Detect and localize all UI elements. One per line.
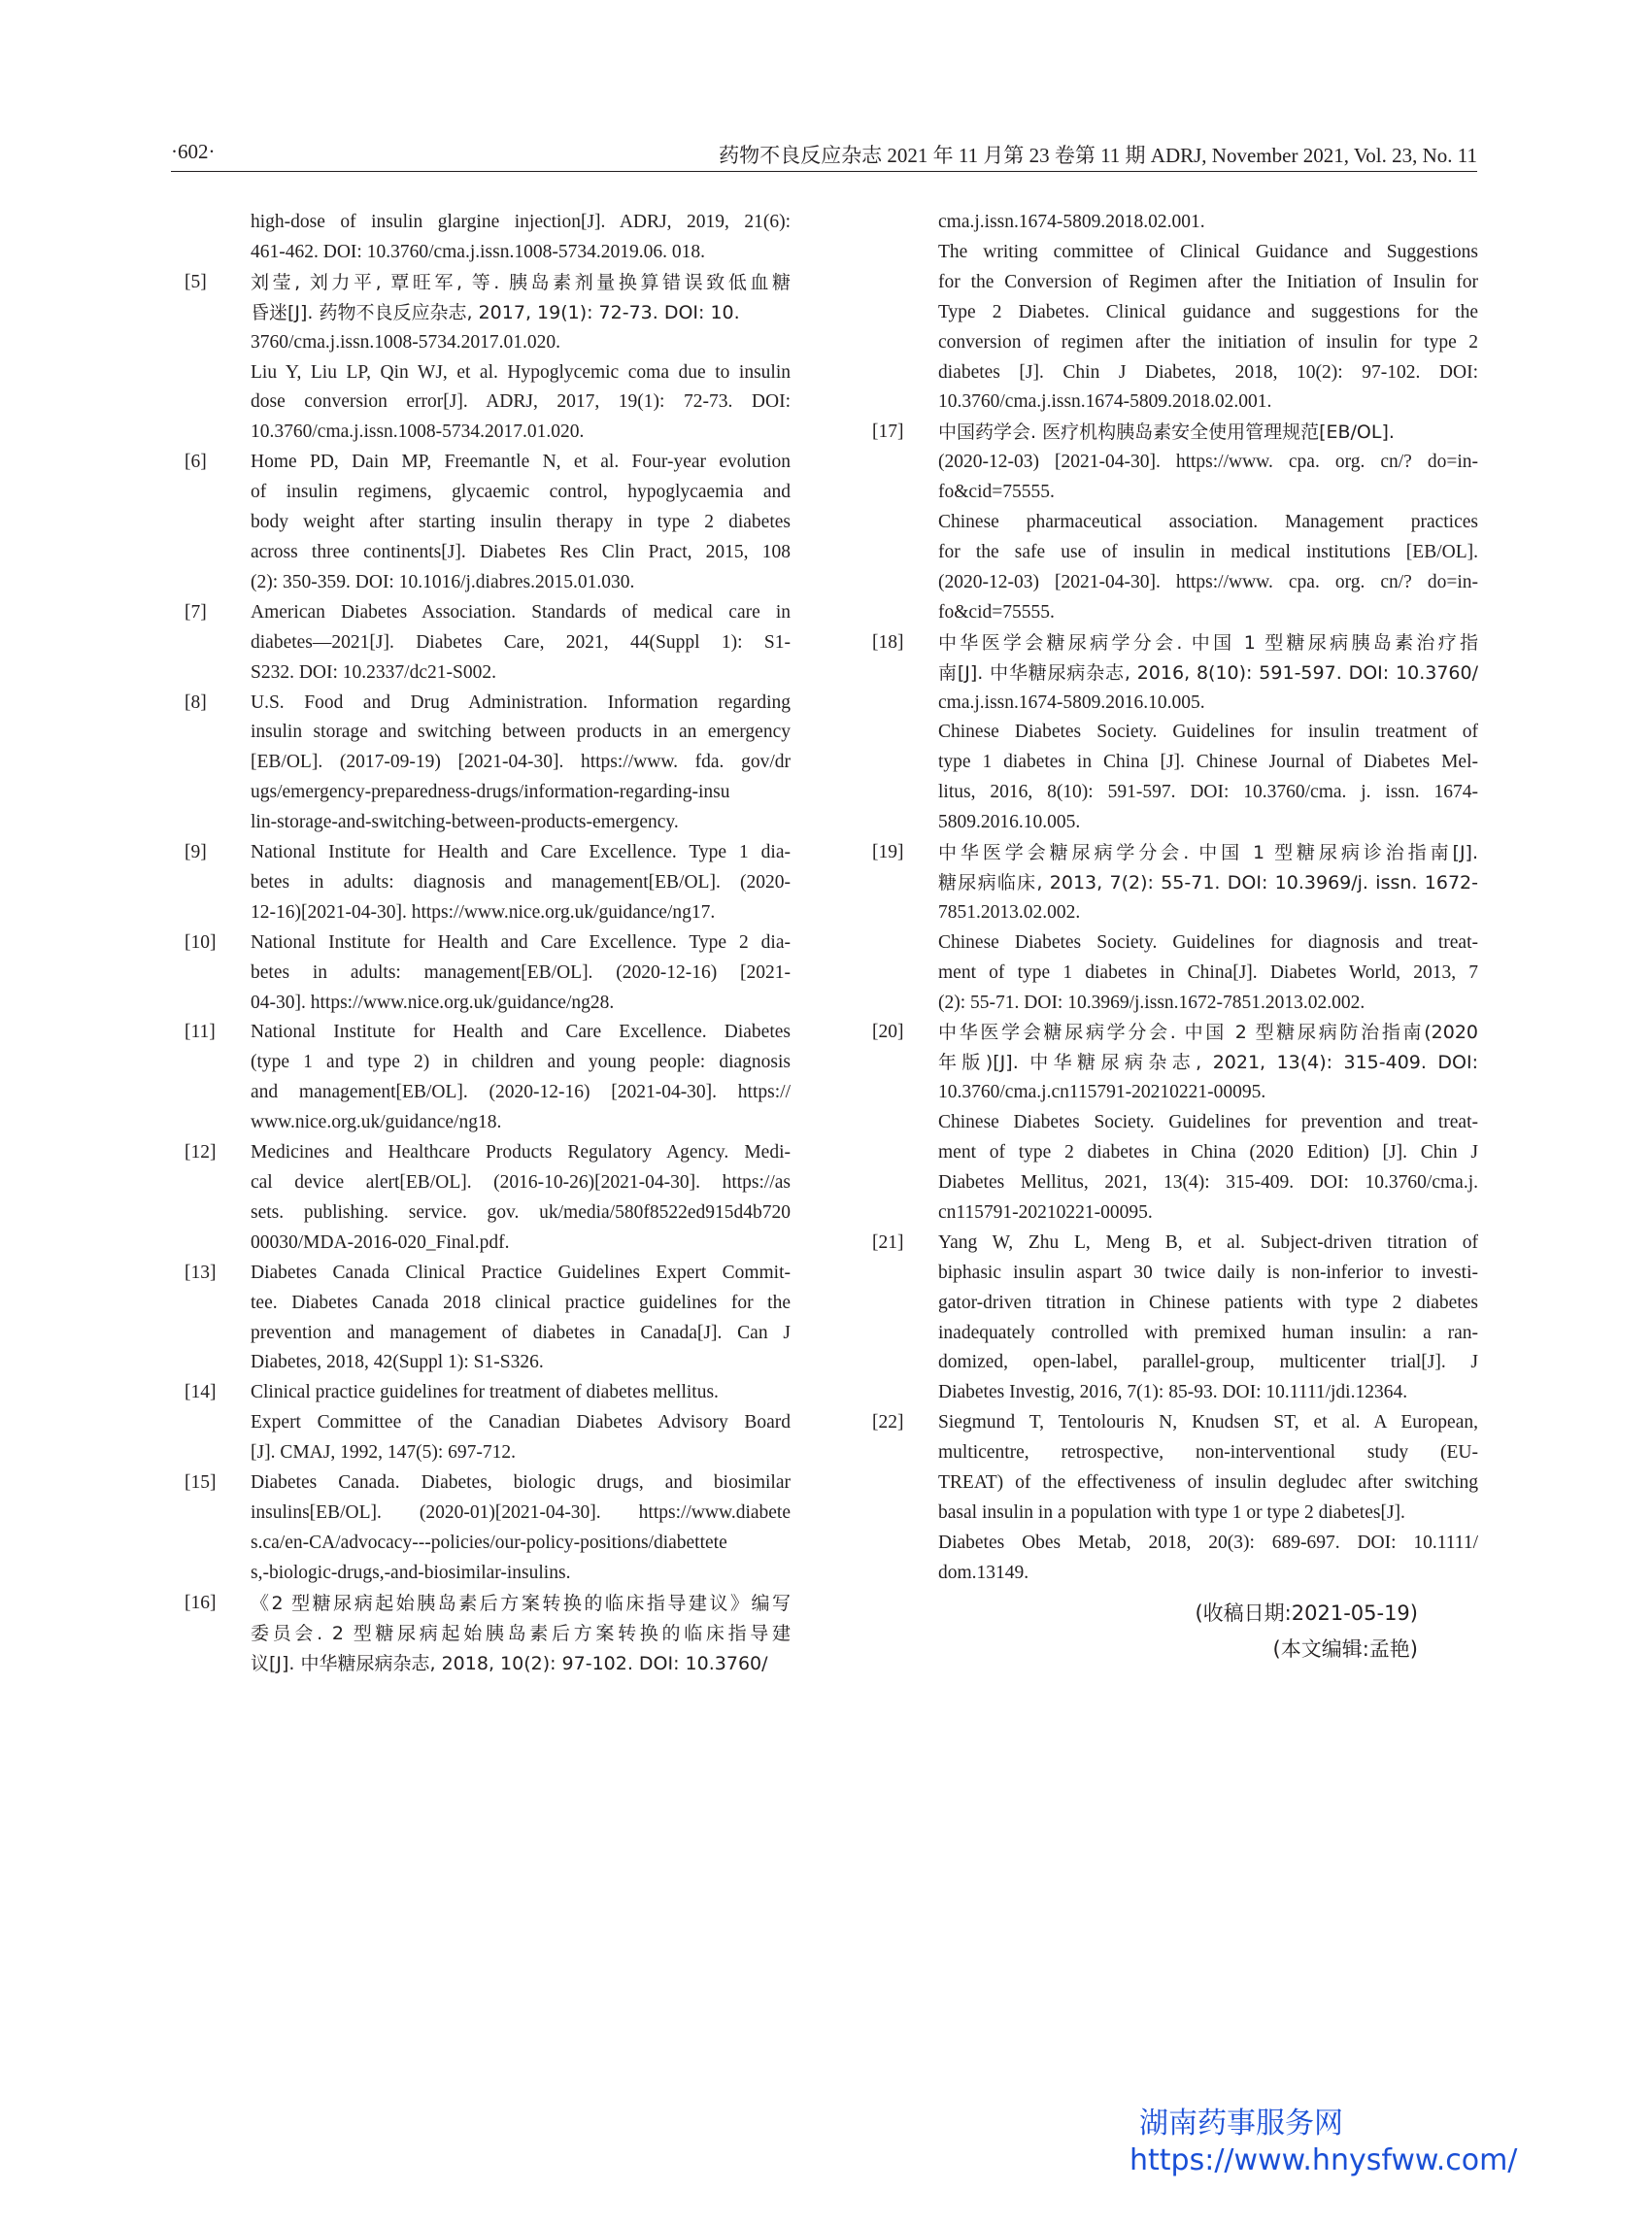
reference-line: lin-storage-and-switching-between-products-emergency.: [251, 812, 679, 833]
reference-line: Siegmund T, Tentolouris N, Knudsen ST, et al. A European,: [938, 1412, 1478, 1433]
reference-line: (2): 55-71. DOI: 10.3969/j.issn.1672-7851.2013.02.002.: [938, 992, 1365, 1013]
reference-line: Diabetes Canada Clinical Practice Guidelines Expert Commit-: [251, 1262, 791, 1283]
reference-entry: [185, 1138, 801, 1259]
reference-number: [11]: [185, 1022, 216, 1043]
reference-line: 昏迷[J]. 药物不良反应杂志, 2017, 19(1): 72-73. DOI: 10.: [251, 301, 740, 323]
reference-number: [9]: [185, 842, 207, 863]
reference-entry: [872, 1018, 1489, 1228]
reference-text: [251, 268, 791, 448]
reference-entry: [872, 1408, 1489, 1588]
reference-line: diabetes—2021[J]. Diabetes Care, 2021, 44(Suppl 1): S1-: [251, 631, 791, 653]
reference-line: cn115791-20210221-00095.: [938, 1201, 1153, 1223]
reference-line: basal insulin in a population with type 1 or type 2 diabetes[J].: [938, 1501, 1405, 1523]
reference-line: Liu Y, Liu LP, Qin WJ, et al. Hypoglycemic coma due to insulin: [251, 361, 791, 383]
reference-line: cal device alert[EB/OL]. (2016-10-26)[2021-04-30]. https://as: [251, 1172, 791, 1193]
reference-line: 00030/MDA-2016-020_Final.pdf.: [251, 1231, 510, 1253]
reference-line: The writing committee of Clinical Guidance and Suggestions: [938, 241, 1478, 262]
reference-line: 7851.2013.02.002.: [938, 901, 1081, 923]
reference-number: [20]: [872, 1022, 904, 1043]
reference-line: betes in adults: management[EB/OL]. (2020-12-16) [2021-: [251, 961, 791, 983]
reference-number: [22]: [872, 1412, 904, 1433]
reference-number: [12]: [185, 1142, 217, 1163]
reference-line: Chinese Diabetes Society. Guidelines for insulin treatment of: [938, 722, 1478, 743]
reference-line: 中华医学会糖尿病学分会. 中国 1 型糖尿病诊治指南[J].: [938, 842, 1478, 864]
reference-line: American Diabetes Association. Standards of medical care in: [251, 601, 791, 623]
reference-text: [251, 1259, 791, 1379]
reference-number: [17]: [872, 421, 904, 443]
reference-number: [19]: [872, 842, 904, 863]
left-column: [185, 208, 801, 1678]
reference-text: [251, 689, 791, 839]
reference-line: (2020-12-03) [2021-04-30]. https://www. cpa. org. cn/? do=in-: [938, 571, 1478, 592]
reference-number: [10]: [185, 931, 217, 953]
reference-line: 10.3760/cma.j.issn.1674-5809.2018.02.001.: [938, 391, 1272, 413]
reference-text: [251, 1468, 791, 1589]
reference-entry: [185, 598, 801, 689]
reference-text: [938, 838, 1478, 1018]
reference-line: across three continents[J]. Diabetes Res Clin Pract, 2015, 108: [251, 541, 791, 562]
reference-line: and management[EB/OL]. (2020-12-16) [2021-04-30]. https://: [251, 1082, 791, 1103]
reference-entry: [872, 208, 1489, 418]
right-column: [872, 208, 1489, 1589]
reference-line: cma.j.issn.1674-5809.2018.02.001.: [938, 212, 1205, 232]
reference-entry: [185, 1018, 801, 1138]
reference-line: Expert Committee of the Canadian Diabetes Advisory Board: [251, 1412, 791, 1433]
reference-text: [938, 1018, 1478, 1228]
reference-line: 中华医学会糖尿病学分会. 中国 1 型糖尿病胰岛素治疗指: [938, 631, 1478, 654]
reference-line: insulins[EB/OL]. (2020-01)[2021-04-30]. https://www.diabete: [251, 1501, 791, 1523]
watermark-url[interactable]: https://www.hnysfww.com/: [1129, 2143, 1518, 2177]
reference-number: [15]: [185, 1472, 217, 1494]
reference-text: [251, 928, 791, 1019]
reference-line: 年版)[J]. 中华糖尿病杂志, 2021, 13(4): 315-409. DOI:: [938, 1052, 1478, 1074]
running-header: [171, 136, 1477, 172]
reference-line: Diabetes Mellitus, 2021, 13(4): 315-409. DOI: 10.3760/cma.j.: [938, 1172, 1478, 1193]
reference-text: [251, 208, 791, 268]
reference-line: sets. publishing. service. gov. uk/media/580f8522ed915d4b720: [251, 1201, 791, 1223]
reference-text: [251, 1018, 791, 1138]
reference-line: Chinese Diabetes Society. Guidelines for prevention and treat-: [938, 1112, 1478, 1133]
reference-line: fo&cid=75555.: [938, 482, 1055, 503]
reference-number: [13]: [185, 1262, 217, 1283]
reference-line: 04-30]. https://www.nice.org.uk/guidance/ng28.: [251, 992, 615, 1013]
reference-entry: [185, 208, 801, 268]
reference-number: [21]: [872, 1231, 904, 1253]
reference-number: [14]: [185, 1382, 217, 1403]
reference-line: dose conversion error[J]. ADRJ, 2017, 19(1): 72-73. DOI:: [251, 391, 791, 413]
reference-line: 委员会. 2 型糖尿病起始胰岛素后方案转换的临床指导建: [251, 1622, 791, 1644]
reference-number: [8]: [185, 691, 207, 713]
reference-line: domized, open-label, parallel-group, multicenter trial[J]. J: [938, 1352, 1478, 1373]
reference-line: S232. DOI: 10.2337/dc21-S002.: [251, 661, 496, 683]
reference-line: (type 1 and type 2) in children and young people: diagnosis: [251, 1052, 791, 1073]
reference-line: insulin storage and switching between products in an emergency: [251, 722, 791, 743]
reference-entry: [872, 838, 1489, 1018]
reference-line: Type 2 Diabetes. Clinical guidance and suggestions for the: [938, 301, 1478, 322]
reference-entry: [872, 628, 1489, 838]
reference-line: 10.3760/cma.j.issn.1008-5734.2017.01.020.: [251, 421, 585, 443]
reference-line: National Institute for Health and Care Excellence. Type 2 dia-: [251, 931, 791, 953]
reference-line: fo&cid=75555.: [938, 601, 1055, 623]
reference-line: Yang W, Zhu L, Meng B, et al. Subject-driven titration of: [938, 1231, 1478, 1253]
reference-line: Chinese pharmaceutical association. Management practices: [938, 512, 1478, 533]
reference-line: Medicines and Healthcare Products Regulatory Agency. Medi-: [251, 1142, 791, 1163]
reference-line: [EB/OL]. (2017-09-19) [2021-04-30]. https://www. fda. gov/dr: [251, 752, 791, 773]
reference-entry: [185, 1259, 801, 1379]
article-footer: [1185, 1596, 1418, 1668]
reference-line: Diabetes Investig, 2016, 7(1): 85-93. DOI: 10.1111/jdi.12364.: [938, 1382, 1408, 1403]
reference-entry: [185, 268, 801, 448]
reference-line: ment of type 1 diabetes in China[J]. Diabetes World, 2013, 7: [938, 961, 1478, 983]
reference-line: 中华医学会糖尿病学分会. 中国 2 型糖尿病防治指南(2020: [938, 1022, 1478, 1044]
reference-entry: [185, 1468, 801, 1589]
reference-line: diabetes [J]. Chin J Diabetes, 2018, 10(2): 97-102. DOI:: [938, 361, 1478, 383]
reference-number: [5]: [185, 271, 207, 292]
reference-line: 3760/cma.j.issn.1008-5734.2017.01.020.: [251, 331, 561, 353]
reference-entry: [185, 689, 801, 839]
reference-line: www.nice.org.uk/guidance/ng18.: [251, 1112, 502, 1133]
reference-line: for the Conversion of Regimen after the Initiation of Insulin for: [938, 271, 1478, 292]
reference-line: Home PD, Dain MP, Freemantle N, et al. Four-year evolution: [251, 452, 791, 473]
reference-line: 5809.2016.10.005.: [938, 812, 1081, 833]
reference-text: [251, 1589, 791, 1679]
reference-line: prevention and management of diabetes in Canada[J]. Can J: [251, 1322, 791, 1343]
reference-text: [251, 448, 791, 598]
reference-line: s.ca/en-CA/advocacy---policies/our-policy-positions/diabettete: [251, 1532, 727, 1553]
reference-line: body weight after starting insulin therapy in type 2 diabetes: [251, 512, 791, 533]
reference-line: Diabetes, 2018, 42(Suppl 1): S1-S326.: [251, 1352, 544, 1373]
journal-citation: 药物不良反应杂志 2021 年 11 月第 23 卷第 11 期 ADRJ, November 2021, Vol. 23, No. 11: [719, 144, 1477, 167]
reference-line: (2): 350-359. DOI: 10.1016/j.diabres.2015.01.030.: [251, 571, 635, 592]
reference-line: National Institute for Health and Care Excellence. Type 1 dia-: [251, 842, 791, 863]
reference-line: for the safe use of insulin in medical institutions [EB/OL].: [938, 541, 1478, 562]
reference-number: [185, 208, 251, 268]
reference-line: ment of type 2 diabetes in China (2020 Edition) [J]. Chin J: [938, 1142, 1478, 1163]
reference-line: 议[J]. 中华糖尿病杂志, 2018, 10(2): 97-102. DOI: 10.3760/: [251, 1652, 768, 1674]
reference-line: 《2 型糖尿病起始胰岛素后方案转换的临床指导建议》编写: [251, 1592, 791, 1614]
reference-line: 糖尿病临床, 2013, 7(2): 55-71. DOI: 10.3969/j. issn. 1672-: [938, 871, 1478, 893]
reference-line: [J]. CMAJ, 1992, 147(5): 697-712.: [251, 1442, 516, 1464]
watermark-site-name: 湖南药事服务网: [1139, 2107, 1343, 2141]
reference-number: [7]: [185, 601, 207, 623]
reference-line: TREAT) of the effectiveness of insulin degludec after switching: [938, 1472, 1478, 1494]
reference-entry: [872, 418, 1489, 627]
reference-entry: [185, 448, 801, 598]
reference-number: [16]: [185, 1592, 217, 1613]
reference-entry: [185, 838, 801, 928]
reference-line: conversion of regimen after the initiation of insulin for type 2: [938, 331, 1478, 353]
reference-line: 461-462. DOI: 10.3760/cma.j.issn.1008-5734.2019.06. 018.: [251, 241, 705, 262]
reference-entry: [185, 1589, 801, 1679]
reference-line: National Institute for Health and Care Excellence. Diabetes: [251, 1022, 791, 1043]
reference-line: 12-16)[2021-04-30]. https://www.nice.org.uk/guidance/ng17.: [251, 901, 716, 923]
reference-line: Clinical practice guidelines for treatment of diabetes mellitus.: [251, 1382, 719, 1403]
reference-line: cma.j.issn.1674-5809.2016.10.005.: [938, 691, 1205, 713]
received-date: (收稿日期:2021-05-19): [1195, 1601, 1418, 1625]
reference-line: 10.3760/cma.j.cn115791-20210221-00095.: [938, 1082, 1266, 1103]
reference-line: dom.13149.: [938, 1562, 1029, 1583]
reference-line: inadequately controlled with premixed human insulin: a ran-: [938, 1322, 1478, 1343]
reference-line: betes in adults: diagnosis and management[EB/OL]. (2020-: [251, 871, 791, 893]
editor-note: (本文编辑:孟艳): [1272, 1637, 1418, 1661]
reference-line: gator-driven titration in Chinese patients with type 2 diabetes: [938, 1292, 1478, 1313]
reference-text: [938, 208, 1478, 418]
reference-line: s,-biologic-drugs,-and-biosimilar-insulins.: [251, 1562, 571, 1583]
reference-line: Diabetes Canada. Diabetes, biologic drugs, and biosimilar: [251, 1472, 791, 1494]
reference-entry: [185, 1378, 801, 1468]
reference-line: litus, 2016, 8(10): 591-597. DOI: 10.3760/cma. j. issn. 1674-: [938, 782, 1478, 803]
reference-text: [938, 418, 1478, 627]
reference-line: biphasic insulin aspart 30 twice daily is non-inferior to investi-: [938, 1262, 1478, 1283]
reference-line: 南[J]. 中华糖尿病杂志, 2016, 8(10): 591-597. DOI: 10.3760/: [938, 661, 1478, 684]
reference-line: tee. Diabetes Canada 2018 clinical practice guidelines for the: [251, 1292, 791, 1313]
reference-text: [251, 838, 791, 928]
reference-entry: [185, 928, 801, 1019]
reference-line: 中国药学会. 医疗机构胰岛素安全使用管理规范[EB/OL].: [938, 421, 1395, 444]
reference-line: 刘莹, 刘力平, 覃旺军, 等. 胰岛素剂量换算错误致低血糖: [251, 271, 791, 293]
reference-number: [872, 208, 938, 418]
reference-line: high-dose of insulin glargine injection[J]. ADRJ, 2019, 21(6):: [251, 212, 791, 232]
reference-line: multicentre, retrospective, non-interventional study (EU-: [938, 1442, 1478, 1464]
watermark: [1129, 2106, 1517, 2179]
reference-text: [938, 628, 1478, 838]
reference-line: type 1 diabetes in China [J]. Chinese Journal of Diabetes Mel-: [938, 752, 1478, 773]
reference-line: ugs/emergency-preparedness-drugs/information-regarding-insu: [251, 782, 730, 803]
page-number: ·602·: [171, 140, 216, 163]
reference-line: Diabetes Obes Metab, 2018, 20(3): 689-697. DOI: 10.1111/: [938, 1532, 1478, 1553]
reference-text: [251, 1138, 791, 1259]
reference-text: [251, 598, 791, 689]
reference-number: [18]: [872, 631, 904, 653]
reference-line: Chinese Diabetes Society. Guidelines for diagnosis and treat-: [938, 931, 1478, 953]
reference-number: [6]: [185, 452, 207, 473]
reference-entry: [872, 1229, 1489, 1408]
reference-text: [938, 1408, 1478, 1588]
reference-line: of insulin regimens, glycaemic control, hypoglycaemia and: [251, 482, 791, 503]
reference-text: [938, 1229, 1478, 1408]
reference-text: [251, 1378, 791, 1468]
reference-line: U.S. Food and Drug Administration. Information regarding: [251, 691, 791, 713]
reference-line: (2020-12-03) [2021-04-30]. https://www. cpa. org. cn/? do=in-: [938, 452, 1478, 473]
